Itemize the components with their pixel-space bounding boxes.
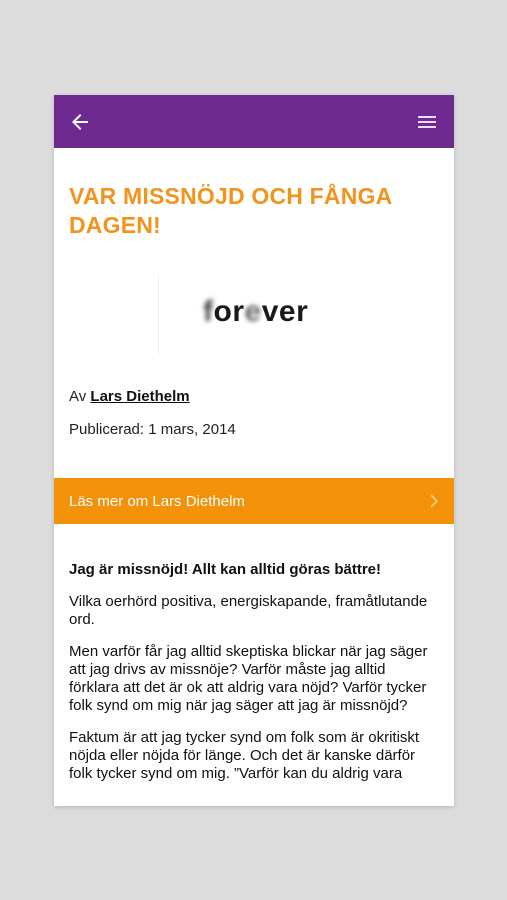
article-header [54, 182, 454, 438]
byline-prefix: Av [69, 388, 87, 405]
paragraph-2: Men varför får jag alltid skeptiska blickar när jag säger att jag drivs av missnöje? Varför måste jag alltid förklara att det är ok att aldrig vara nöjd? Varför tycker folk synd om mig när jag säger att jag är missnöjd? [69, 643, 428, 714]
published-date: Publicerad: 1 mars, 2014 [69, 421, 236, 438]
article-image [69, 274, 439, 354]
logo-letters-ver: ver [261, 295, 309, 328]
read-more-label: Läs mer om Lars Diethelm [69, 492, 245, 510]
paragraph-3: Faktum är att jag tycker synd om folk som är okritiskt nöjda eller nöjda för länge. Och det är kanske därför folk tycker synd om mig. ”Varför kan du aldrig vara [69, 729, 420, 782]
paragraph-1: Vilka oerhörd positiva, energiskapande, framåtlutande ord. [69, 593, 428, 628]
menu-button[interactable] [416, 112, 438, 132]
logo-letter-r: r [232, 295, 245, 328]
chevron-right-icon [429, 494, 439, 508]
logo-letter-e: e [244, 295, 262, 328]
arrow-left-icon [68, 110, 92, 134]
article-title: VAR MISSNÖJD OCH FÅNGA DAGEN! [69, 183, 392, 238]
logo-letter-o: o [213, 295, 233, 328]
hamburger-menu-icon [416, 112, 438, 132]
read-more-author-button[interactable] [54, 478, 454, 524]
back-button[interactable] [68, 110, 92, 134]
forever-logo-text [203, 295, 308, 329]
top-app-bar [54, 95, 454, 148]
logo-letter-f: f [203, 295, 214, 328]
article-body [54, 561, 454, 783]
forever-logo-image [158, 274, 329, 354]
byline [69, 388, 439, 405]
article-lead: Jag är missnöjd! Allt kan alltid göras bättre! [69, 561, 382, 578]
app-screen [54, 95, 454, 806]
author-link[interactable]: Lars Diethelm [90, 388, 190, 405]
